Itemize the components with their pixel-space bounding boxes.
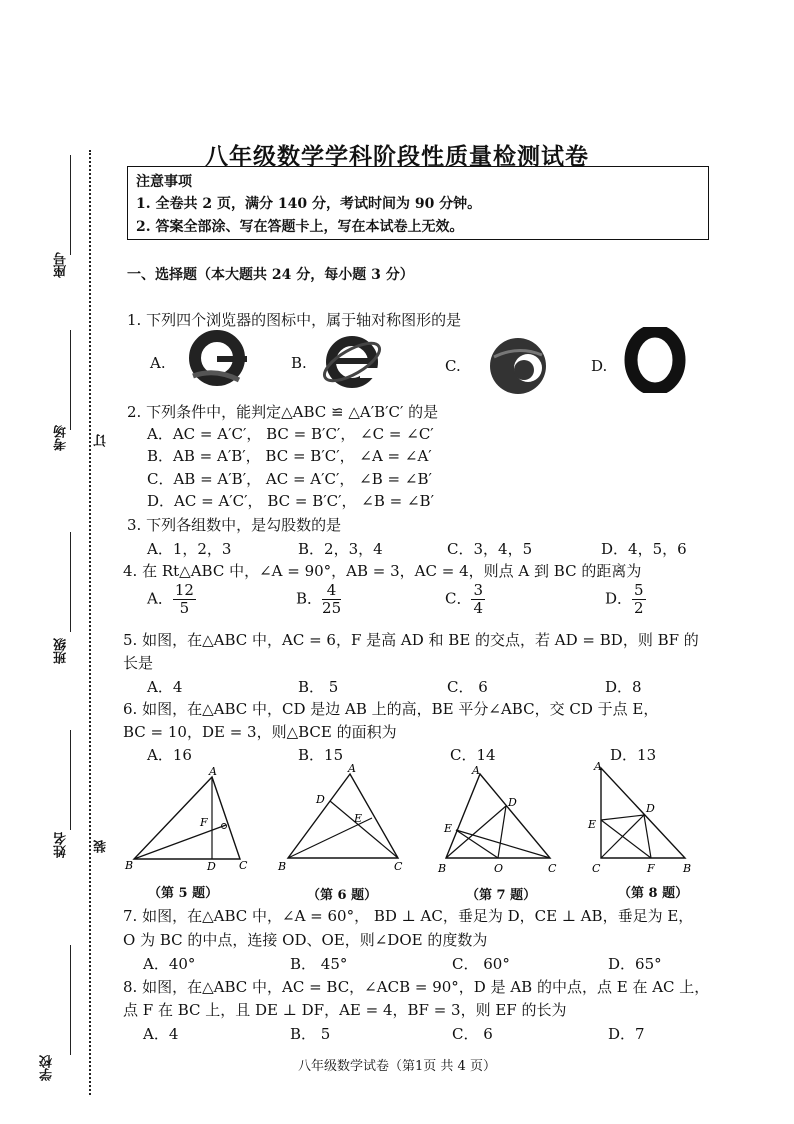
q4-c-numerator: 3 (473, 581, 484, 599)
q8-option-c: C． 6 (452, 1025, 493, 1043)
figure-5-caption: （第 5 题） (148, 886, 219, 901)
q4-d-numerator: 5 (634, 581, 644, 599)
q7-stem-line-1: 7. 如图，在△ABC 中，∠A = 60°， BD ⊥ AC，垂足为 D，CE ⊥ AB，垂足为 E， (123, 907, 694, 925)
q4-a-denominator: 5 (179, 599, 190, 617)
q4-b-numerator: 4 (322, 582, 341, 600)
q1-option-c: C. (445, 357, 461, 375)
svg-text:B: B (438, 862, 447, 875)
q2-option-a: A．AC = A′C′， BC = B′C′， ∠C = ∠C′ (147, 425, 434, 443)
q1-icon-c (484, 335, 554, 397)
svg-text:D: D (316, 793, 325, 806)
svg-text:C: C (592, 862, 601, 875)
q6-option-c: C．14 (450, 746, 496, 764)
school-label: 学校 (40, 1055, 55, 1081)
figure-6-caption: （第 6 题） (307, 888, 378, 903)
q8-option-d: D．7 (608, 1025, 645, 1043)
page-title: 八年级数学学科阶段性质量检测试卷 (205, 143, 589, 170)
q4-b-denominator: 25 (322, 599, 342, 617)
svg-text:C: C (548, 862, 557, 875)
q4-option-d (605, 582, 646, 617)
q8-stem-line-1: 8. 如图，在△ABC 中，AC = BC，∠ACB = 90°，D 是 AB 的中点，点 E 在 AC 上， (123, 978, 710, 996)
q5-stem-line-2: 长是 (123, 654, 154, 672)
ding-mark: 订 (94, 434, 109, 447)
q1-option-a: A. (150, 354, 166, 372)
q4-option-b-fraction (322, 582, 341, 617)
q2-option-c: C．AB = A′B′， AC = A′C′， ∠B = ∠B′ (147, 470, 432, 488)
room-label: 考场 (54, 425, 69, 451)
q6-option-b: B．15 (298, 746, 344, 764)
name-underline (70, 730, 71, 830)
figure-8-caption: （第 8 题） (618, 886, 689, 901)
q1-icon-a (185, 330, 255, 390)
svg-text:C: C (239, 859, 248, 872)
q2-stem: 2. 下列条件中，能判定△ABC ≌ △A′B′C′ 的是 (127, 403, 439, 421)
notice-line-1: 1. 全卷共 2 页，满分 140 分，考试时间为 90 分钟。 (136, 196, 482, 212)
q6-option-a: A．16 (147, 746, 192, 764)
svg-text:E: E (588, 818, 597, 831)
svg-text:B: B (278, 860, 287, 873)
q1-icon-b (320, 332, 385, 392)
q8-option-a: A．4 (143, 1025, 179, 1043)
q6-stem-line-2: BC = 10，DE = 3，则△BCE 的面积为 (123, 723, 397, 741)
svg-text:A: A (472, 764, 480, 777)
q3-stem: 3. 下列各组数中，是勾股数的是 (127, 516, 342, 534)
svg-text:F: F (200, 816, 208, 829)
q3-option-a: A．1，2，3 (147, 540, 232, 558)
q4-a-numerator: 12 (174, 581, 194, 599)
q4-option-c (445, 582, 485, 617)
q7-option-c: C． 60° (452, 955, 510, 973)
svg-text:O: O (494, 862, 504, 875)
binding-dotted-line (89, 150, 91, 1095)
notice-box (127, 166, 709, 240)
q4-option-a-fraction (173, 582, 196, 617)
q5-stem-line-1: 5. 如图，在△ABC 中，AC = 6，F 是高 AD 和 BE 的交点，若 AD = BD，则 BF 的 (123, 631, 699, 649)
q5-option-a: A．4 (147, 678, 183, 696)
name-label: 姓名 (54, 832, 69, 858)
svg-text:B: B (683, 862, 692, 875)
q3-option-c: C．3，4，5 (447, 540, 533, 558)
q2-option-b: B．AB = A′B′， BC = B′C′， ∠A = ∠A′ (147, 447, 432, 465)
q3-option-b: B．2，3，4 (298, 540, 383, 558)
figure-6 (272, 760, 412, 880)
q4-option-c-letter: C． (445, 589, 472, 608)
svg-text:E: E (444, 822, 453, 835)
class-label: 班级 (54, 638, 69, 664)
q4-option-b (296, 582, 341, 617)
figure-7 (436, 760, 561, 880)
seat-underline (70, 155, 71, 255)
q8-stem-line-2: 点 F 在 BC 上，且 DE ⊥ DF，AE = 4，BF = 3，则 EF 的长为 (123, 1001, 567, 1019)
q8-option-b: B． 5 (290, 1025, 331, 1043)
section-heading: 一、选择题（本大题共 24 分，每小题 3 分） (127, 267, 414, 283)
svg-text:A: A (594, 760, 602, 773)
q7-stem-line-2: O 为 BC 的中点，连接 OD、OE，则∠DOE 的度数为 (123, 931, 488, 949)
svg-text:E: E (354, 812, 363, 825)
room-underline (70, 330, 71, 430)
q4-option-a-letter: A． (147, 589, 173, 608)
q1-option-d: D. (591, 357, 608, 375)
q1-icon-d (624, 327, 688, 393)
q5-option-d: D．8 (605, 678, 642, 696)
figure-7-caption: （第 7 题） (466, 888, 537, 903)
q4-option-d-letter: D． (605, 589, 633, 608)
notice-heading: 注意事项 (136, 174, 192, 190)
svg-text:F: F (647, 862, 655, 875)
svg-text:A: A (209, 765, 217, 778)
zhuang-mark: 装 (94, 840, 109, 853)
seat-label: 座号 (54, 252, 69, 278)
q4-c-denominator: 4 (473, 599, 484, 617)
q2-option-d: D．AC = A′C′， BC = B′C′， ∠B = ∠B′ (147, 492, 434, 510)
page-footer: 八年级数学试卷（第1页 共 4 页） (298, 1059, 496, 1074)
q4-option-a (147, 582, 196, 617)
q7-option-a: A．40° (143, 955, 196, 973)
notice-line-2: 2. 答案全部涂、写在答题卡上，写在本试卷上无效。 (136, 219, 464, 235)
class-underline (70, 532, 71, 632)
q5-option-c: C． 6 (447, 678, 488, 696)
svg-text:A: A (348, 762, 356, 775)
q5-option-b: B． 5 (298, 678, 339, 696)
svg-text:B: B (125, 859, 134, 872)
q4-option-c-fraction (471, 582, 485, 617)
q1-stem: 1. 下列四个浏览器的图标中，属于轴对称图形的是 (127, 311, 462, 329)
q4-stem: 4. 在 Rt△ABC 中，∠A = 90°，AB = 3，AC = 4，则点 A 到 BC 的距离为 (123, 562, 642, 580)
svg-text:D: D (508, 796, 517, 809)
svg-text:D: D (207, 860, 216, 873)
figure-5 (120, 765, 260, 880)
q6-stem-line-1: 6. 如图，在△ABC 中，CD 是边 AB 上的高，BE 平分∠ABC，交 CD 于点 E， (123, 700, 659, 718)
q7-option-d: D．65° (608, 955, 662, 973)
figure-8 (584, 758, 699, 880)
q4-d-denominator: 2 (634, 599, 644, 617)
svg-text:D: D (646, 802, 655, 815)
svg-text:C: C (394, 860, 403, 873)
q6-option-d: D．13 (610, 746, 657, 764)
q3-option-d: D．4，5，6 (601, 540, 687, 558)
q4-option-d-fraction (632, 582, 646, 617)
school-underline (70, 945, 71, 1055)
q1-option-b: B. (291, 354, 307, 372)
q4-option-b-letter: B． (296, 589, 323, 608)
q7-option-b: B． 45° (290, 955, 348, 973)
